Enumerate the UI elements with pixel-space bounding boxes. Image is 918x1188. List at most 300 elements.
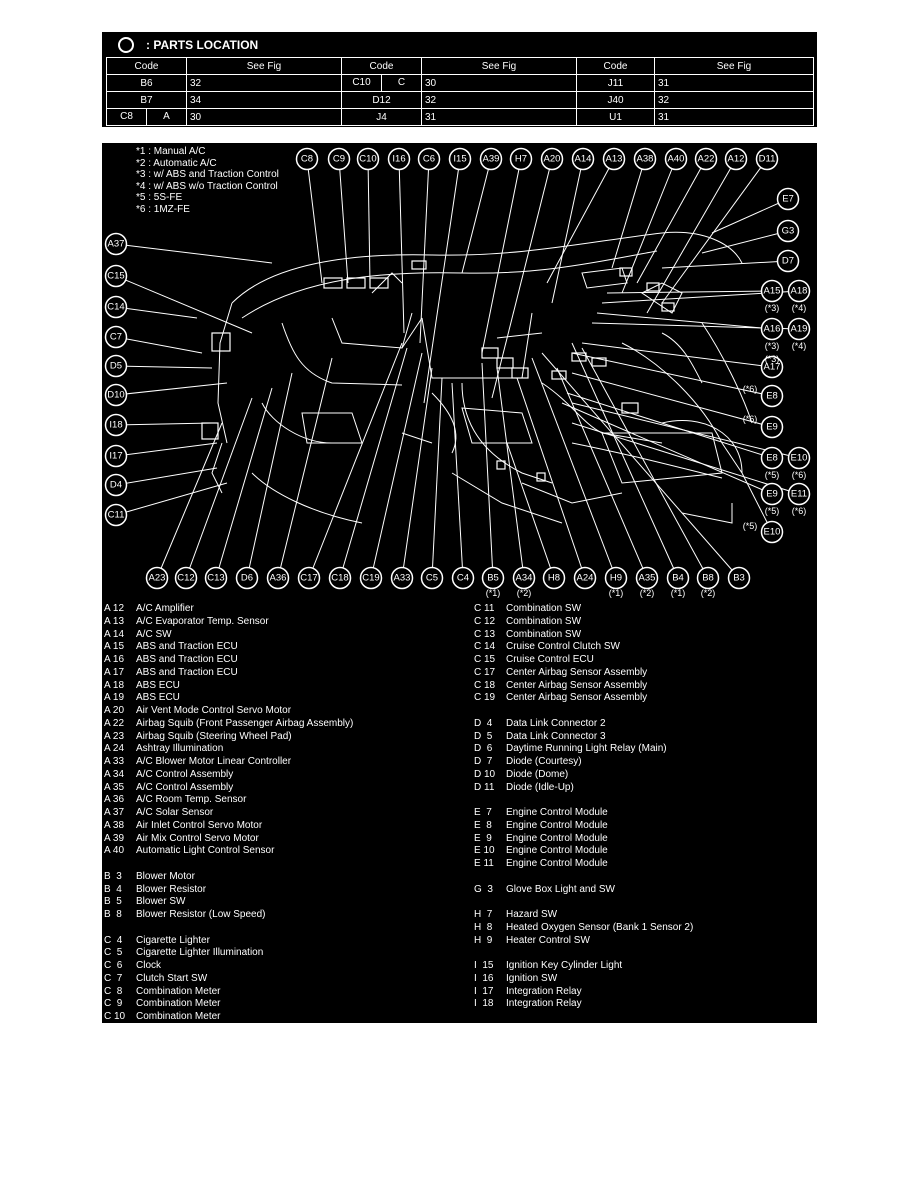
legend-item	[104, 935, 353, 948]
legend-item	[104, 884, 353, 897]
legend-item	[104, 922, 353, 935]
legend-code	[474, 896, 506, 909]
callout-note: (*3)	[764, 303, 780, 313]
legend-item	[474, 935, 693, 948]
legend-code: A 16	[104, 654, 125, 665]
callout-label: A19	[790, 323, 808, 335]
callout-d10	[106, 385, 127, 406]
legend-item	[474, 947, 693, 960]
legend-item	[104, 782, 353, 795]
legend-item	[474, 705, 693, 718]
legend-code	[104, 922, 136, 935]
leader-line	[116, 307, 197, 318]
legend-name: Daytime Running Light Relay (Main)	[506, 743, 667, 755]
code-cell	[107, 109, 187, 126]
callout-note: (*1)	[485, 588, 501, 598]
callout-d4	[106, 475, 127, 496]
legend-code: A 40	[104, 845, 125, 857]
callout-label: C13	[207, 572, 225, 584]
legend-name: Blower SW	[136, 896, 186, 908]
leader-line	[572, 343, 678, 578]
callout-label: A13	[605, 153, 623, 165]
leader-line	[116, 383, 227, 395]
legend-name: Clutch Start SW	[136, 972, 208, 984]
leader-line	[116, 443, 217, 456]
legend-name: Airbag Squib (Steering Wheel Pad)	[136, 730, 292, 742]
see-fig-cell: 31	[422, 109, 577, 126]
legend-code: A 15	[104, 641, 125, 653]
callout-label: C11	[107, 509, 125, 521]
callout-label: A15	[763, 285, 781, 297]
callout-label: B5	[487, 572, 499, 584]
legend-code: D 11	[474, 781, 495, 793]
legend-name: Engine Control Module	[506, 845, 608, 857]
leader-line	[712, 199, 788, 233]
dashboard-outline	[282, 323, 402, 385]
notes-list	[136, 146, 279, 215]
callout-h8	[544, 568, 565, 589]
legend-code: D 10	[474, 768, 496, 780]
legend-name: Data Link Connector 2	[506, 717, 606, 729]
callout-label: A24	[576, 572, 594, 584]
legend-item	[474, 616, 693, 629]
callout-a24	[575, 568, 596, 589]
legend-item	[474, 986, 693, 999]
legend-item	[474, 909, 693, 922]
leader-line	[462, 159, 491, 273]
callout-a16	[762, 319, 783, 340]
callout-label: C7	[109, 331, 123, 343]
legend-code: I 15	[474, 960, 494, 971]
leader-line	[492, 159, 552, 398]
parts-location-panel	[102, 32, 817, 127]
callout-e8	[762, 448, 783, 469]
legend-name: Blower Resistor (Low Speed)	[136, 909, 266, 920]
callout-label: D7	[781, 255, 795, 267]
callout-label: C9	[332, 153, 346, 165]
leader-line	[482, 363, 493, 578]
legend-code: C 5	[104, 947, 123, 959]
leader-line	[368, 159, 370, 283]
callout-label: C12	[177, 572, 195, 584]
callout-note: (*1)	[670, 588, 686, 598]
callout-a38	[635, 149, 656, 170]
legend-name: A/C Amplifier	[136, 603, 194, 614]
legend-name: Diode (Courtesy)	[506, 756, 582, 767]
legend-item	[474, 998, 693, 1011]
connector-shape	[482, 348, 498, 358]
legend-code: A 14	[104, 628, 125, 640]
legend-code: A 17	[104, 666, 125, 678]
callout-c19	[361, 568, 382, 589]
legend-item	[104, 743, 353, 756]
code-cell: J4	[342, 109, 422, 126]
callout-label: E11	[790, 488, 808, 500]
callout-a33	[392, 568, 413, 589]
legend-name: A/C Control Assembly	[136, 781, 234, 793]
see-fig-cell: 34	[187, 92, 342, 109]
dashboard-line-art	[202, 232, 752, 523]
legend-name: A/C Control Assembly	[136, 768, 234, 780]
callout-c13	[206, 568, 227, 589]
code-cell	[342, 75, 422, 92]
legend-item	[104, 896, 353, 909]
legend-name: A/C Evaporator Temp. Sensor	[136, 615, 269, 627]
callout-note: (*5)	[764, 470, 780, 480]
leader-line	[662, 159, 767, 303]
legend-code: B 5	[104, 896, 122, 908]
legend-code: A 34	[104, 768, 125, 780]
legend-code: C 13	[474, 628, 496, 640]
callout-label: I17	[109, 450, 123, 462]
legend-code	[474, 947, 506, 960]
legend-item	[104, 603, 353, 616]
note-item: *5 : 5S-FE	[136, 192, 183, 203]
callout-i16	[389, 149, 410, 170]
callout-note: (*3)	[764, 354, 780, 364]
column-header: Code	[107, 58, 187, 75]
callout-a37	[106, 234, 127, 255]
legend-code: C 8	[104, 985, 123, 997]
callout-label: E9	[766, 488, 778, 500]
callout-b5	[483, 568, 504, 589]
callout-label: B3	[733, 572, 745, 584]
leader-line	[507, 443, 554, 578]
column-header: See Fig	[655, 58, 814, 75]
callout-note: (*6)	[742, 414, 758, 424]
leader-line	[647, 159, 736, 313]
location-circle-icon	[118, 37, 134, 53]
legend-name: ABS and Traction ECU	[136, 666, 238, 678]
dashboard-outline	[462, 383, 552, 483]
callout-label: C8	[300, 153, 314, 165]
legend-name: Combination SW	[506, 615, 582, 627]
legend-name: ABS ECU	[136, 692, 180, 704]
legend-item	[474, 973, 693, 986]
leader-line	[424, 159, 460, 403]
callout-label: I18	[109, 419, 123, 431]
legend-item	[104, 731, 353, 744]
callout-label: C14	[107, 301, 125, 313]
leader-line	[607, 291, 772, 293]
legend-code: D 7	[474, 756, 493, 767]
legend-item	[474, 833, 693, 846]
legend-code: A 20	[104, 705, 125, 716]
callout-note: (*6)	[791, 506, 807, 516]
callout-c9	[329, 149, 350, 170]
legend-name: Heater Control SW	[506, 934, 590, 946]
callout-c11	[106, 505, 127, 526]
callout-label: A23	[148, 572, 166, 584]
callout-label: C6	[422, 153, 436, 165]
legend-name: Clock	[136, 960, 162, 971]
legend-item	[104, 641, 353, 654]
connector-shape	[347, 278, 365, 288]
callout-c17	[299, 568, 320, 589]
callout-a39	[481, 149, 502, 170]
dashboard-outline	[602, 433, 722, 483]
legend-code: B 8	[104, 909, 122, 920]
legend-item	[104, 858, 353, 871]
legend-name: Automatic Light Control Sensor	[136, 845, 275, 857]
callout-a19	[789, 319, 810, 340]
legend-name: Combination Meter	[136, 985, 221, 997]
legend-code: C 14	[474, 641, 496, 653]
legend-item	[104, 960, 353, 973]
callout-label: A36	[269, 572, 287, 584]
callout-label: A39	[482, 153, 500, 165]
legend-code: C 11	[474, 603, 495, 614]
legend-name: Air Vent Mode Control Servo Motor	[136, 705, 292, 716]
callout-label: A37	[107, 238, 125, 250]
legend-item	[104, 794, 353, 807]
legend-item	[474, 858, 693, 871]
see-fig-cell: 32	[422, 92, 577, 109]
callout-note: (*2)	[639, 588, 655, 598]
leader-line	[339, 159, 348, 283]
callout-b4	[668, 568, 689, 589]
callout-a20	[542, 149, 563, 170]
legend-name: Engine Control Module	[506, 832, 608, 844]
legend-name: ABS and Traction ECU	[136, 654, 238, 665]
connector-shape	[512, 368, 528, 378]
legend-code: A 36	[104, 794, 125, 806]
callout-d5	[106, 356, 127, 377]
legend-item	[474, 680, 693, 693]
legend-item	[104, 833, 353, 846]
leader-line	[662, 261, 788, 268]
callout-label: E9	[766, 421, 778, 433]
legend-name: A/C Solar Sensor	[136, 807, 214, 818]
legend-right-column	[474, 603, 693, 1011]
dashboard-outline	[242, 251, 657, 318]
legend-code: E 8	[474, 819, 492, 831]
leader-line	[637, 159, 706, 283]
callout-c5	[422, 568, 443, 589]
callout-label: D5	[109, 360, 123, 372]
note-item: *1 : Manual A/C	[136, 146, 206, 157]
legend-name: Airbag Squib (Front Passenger Airbag Assembly)	[136, 717, 354, 729]
see-fig-cell: 30	[422, 75, 577, 92]
callout-label: C17	[300, 572, 318, 584]
legend-name: A/C Blower Motor Linear Controller	[136, 756, 292, 767]
callout-i18	[106, 415, 127, 436]
legend-name: Ignition Key Cylinder Light	[506, 960, 623, 971]
legend-name: Diode (Idle-Up)	[506, 781, 574, 793]
callout-e10	[762, 522, 783, 543]
leader-line	[278, 358, 332, 578]
callout-notes	[486, 303, 807, 598]
callout-note: (*5)	[742, 521, 758, 531]
legend-item	[474, 960, 693, 973]
callout-c14	[106, 297, 127, 318]
code-cell: J40	[577, 92, 655, 109]
callout-c6	[419, 149, 440, 170]
callout-a12	[726, 149, 747, 170]
callout-label: I16	[392, 153, 406, 165]
see-fig-cell: 32	[655, 92, 814, 109]
callout-c18	[330, 568, 351, 589]
leader-line	[116, 366, 212, 368]
legend-name: Ignition SW	[506, 972, 558, 984]
callout-e10	[789, 448, 810, 469]
legend-name: ABS and Traction ECU	[136, 641, 238, 653]
callout-label: D10	[107, 389, 125, 401]
legend-code: A 22	[104, 717, 125, 729]
callout-note: (*3)	[764, 341, 780, 351]
legend-code	[104, 858, 136, 871]
legend-name: Engine Control Module	[506, 819, 608, 831]
callout-a18	[789, 281, 810, 302]
dashboard-outline	[497, 333, 542, 338]
callout-a23	[147, 568, 168, 589]
callout-label: E8	[766, 452, 778, 464]
callout-label: H7	[514, 153, 528, 165]
legend-code: C 6	[104, 960, 123, 971]
callout-label: A14	[574, 153, 592, 165]
callout-c7	[106, 327, 127, 348]
parts-location-table	[106, 57, 814, 126]
legend-item	[104, 909, 353, 922]
callout-note: (*4)	[791, 341, 807, 351]
dashboard-outline	[522, 483, 622, 503]
legend-item	[104, 616, 353, 629]
legend-item	[104, 680, 353, 693]
legend-item	[104, 807, 353, 820]
callout-i17	[106, 446, 127, 467]
legend-name: Diode (Dome)	[506, 768, 569, 780]
legend-code: A 12	[104, 603, 125, 614]
callout-label: H8	[547, 572, 561, 584]
code-cell: B6	[107, 75, 187, 92]
legend-code: H 8	[474, 921, 493, 933]
legend-item	[474, 845, 693, 858]
legend-item	[104, 986, 353, 999]
legend-name: Heated Oxygen Sensor (Bank 1 Sensor 2)	[506, 921, 694, 933]
legend-code: E 11	[474, 858, 494, 869]
legend-item	[474, 807, 693, 820]
legend-item	[474, 769, 693, 782]
callout-a13	[604, 149, 625, 170]
see-fig-cell: 32	[187, 75, 342, 92]
table-header-row	[107, 58, 814, 75]
callout-label: D6	[240, 572, 254, 584]
callout-label: C10	[359, 153, 377, 165]
legend-code: A 38	[104, 819, 125, 831]
code-cell: D12	[342, 92, 422, 109]
dashboard-outline	[682, 503, 732, 523]
leader-line	[116, 423, 212, 425]
callout-d6	[237, 568, 258, 589]
code-cell: J11	[577, 75, 655, 92]
callout-label: D4	[109, 479, 123, 491]
leader-line	[402, 368, 432, 578]
callout-label: A18	[790, 285, 808, 297]
legend-left-column	[104, 603, 353, 1023]
code-cell: B7	[107, 92, 187, 109]
note-item: *2 : Automatic A/C	[136, 157, 217, 169]
callout-label: C5	[425, 572, 439, 584]
note-item: *6 : 1MZ-FE	[136, 203, 190, 215]
legend-code: A 19	[104, 692, 125, 704]
callout-note: (*5)	[764, 506, 780, 516]
legend-name: Blower Motor	[136, 870, 195, 882]
legend-code: H 9	[474, 934, 493, 946]
see-fig-cell: 30	[187, 109, 342, 126]
callout-b3	[729, 568, 750, 589]
leader-line	[622, 159, 676, 293]
legend-item	[474, 641, 693, 654]
legend-name: Ashtray Illumination	[136, 743, 224, 755]
legend-code: D 6	[474, 743, 493, 755]
legend-name: Center Airbag Sensor Assembly	[506, 679, 648, 691]
leader-line	[116, 244, 272, 263]
callout-label: A17	[763, 361, 781, 373]
dashboard-outline	[662, 333, 702, 383]
callout-h9	[606, 568, 627, 589]
callout-label: C15	[107, 270, 125, 282]
legend-code	[474, 705, 506, 718]
legend-code: A 24	[104, 743, 125, 755]
callout-label: A20	[543, 153, 561, 165]
legend-item	[474, 896, 693, 909]
legend-name: Engine Control Module	[506, 807, 608, 818]
table-row	[107, 109, 814, 126]
callout-label: A16	[763, 323, 781, 335]
callout-note: (*4)	[791, 303, 807, 313]
legend-code: A 13	[104, 615, 125, 627]
legend-code: C 9	[104, 998, 123, 1010]
legend-item	[104, 667, 353, 680]
legend-name: ABS ECU	[136, 679, 180, 691]
callout-c8	[297, 149, 318, 170]
legend-code: B 4	[104, 883, 122, 895]
code-part: C	[381, 75, 421, 91]
dashboard-outline	[402, 318, 422, 348]
callout-e7	[778, 189, 799, 210]
column-header: Code	[577, 58, 655, 75]
legend-name: Cigarette Lighter	[136, 934, 210, 946]
callout-label: G3	[781, 225, 795, 237]
legend-code: A 18	[104, 679, 125, 691]
dashboard-outline	[302, 413, 362, 443]
legend-item	[474, 884, 693, 897]
legend-name: Combination SW	[506, 603, 582, 614]
leader-line	[612, 159, 645, 268]
callout-label: A34	[515, 572, 533, 584]
legend-name: Integration Relay	[506, 998, 582, 1010]
column-header: See Fig	[422, 58, 577, 75]
legend-item	[474, 718, 693, 731]
code-part: C8	[120, 111, 133, 122]
callout-b8	[698, 568, 719, 589]
legend-code: A 33	[104, 756, 125, 767]
legend-code: I 18	[474, 998, 494, 1010]
table-row	[107, 75, 814, 92]
callout-label: E8	[766, 390, 778, 402]
leader-line	[582, 348, 708, 578]
leader-line	[309, 343, 402, 578]
legend-name: Combination Meter	[136, 998, 221, 1010]
legend-item	[474, 692, 693, 705]
dashboard-outline	[432, 393, 456, 453]
legend-code: I 16	[474, 972, 494, 984]
legend-code: E 10	[474, 845, 495, 857]
legend-item	[104, 692, 353, 705]
legend-code: E 9	[474, 832, 492, 844]
legend-code: D 4	[474, 717, 493, 729]
dashboard-outline	[662, 420, 742, 473]
